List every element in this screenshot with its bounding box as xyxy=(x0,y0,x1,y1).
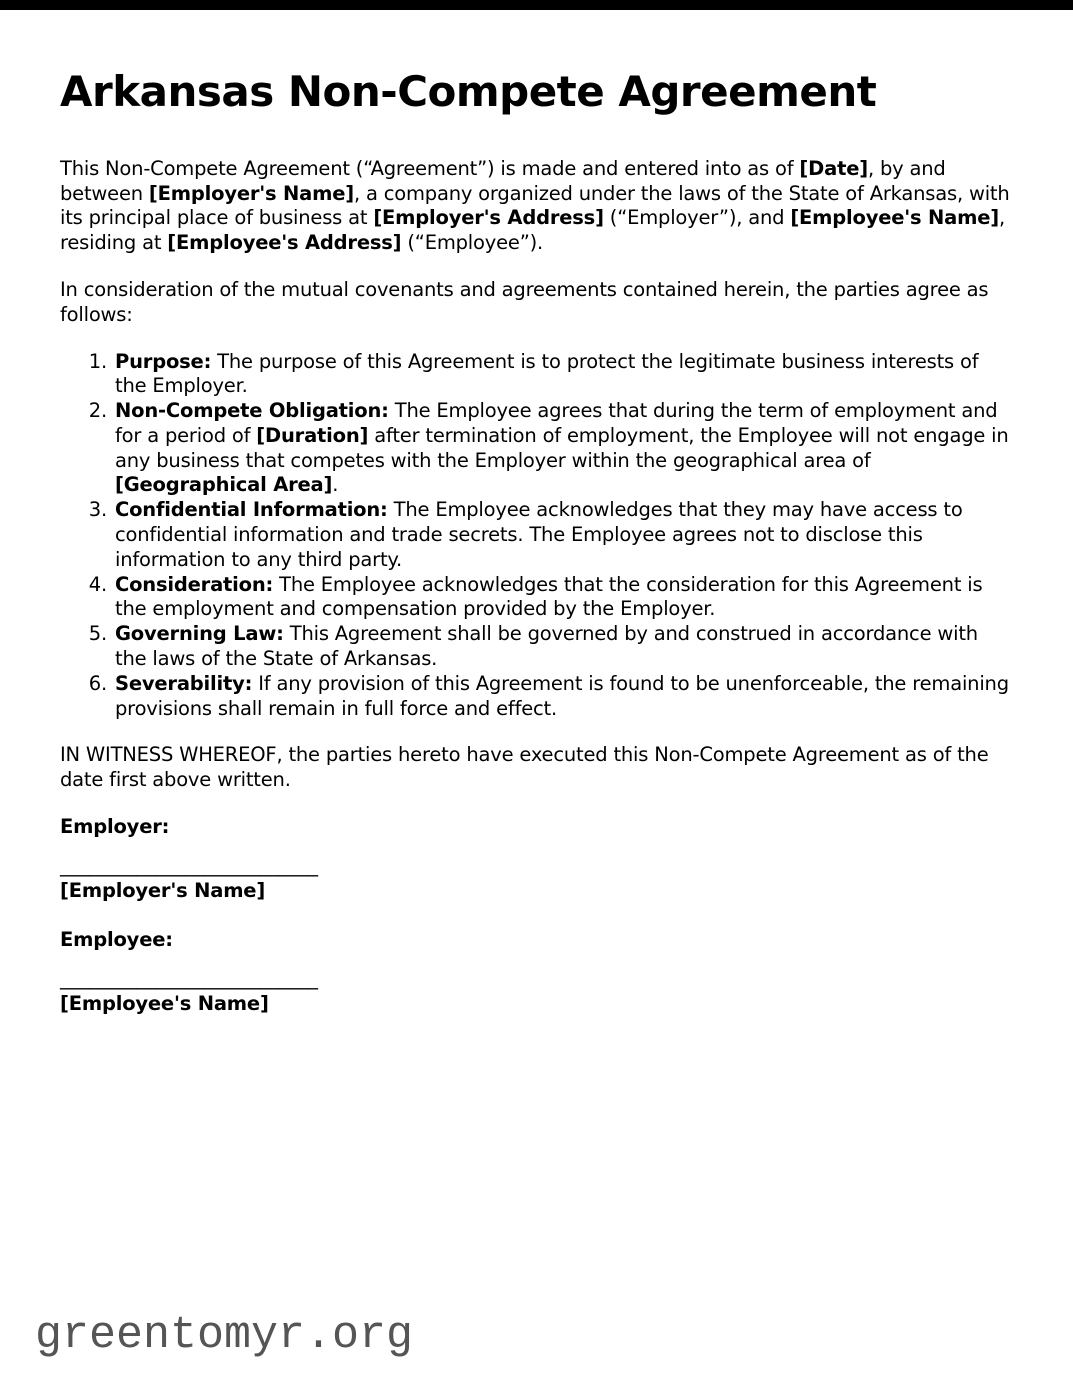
employer-signature-block xyxy=(60,815,1013,903)
employer-name-placeholder: [Employer's Name] xyxy=(60,878,266,902)
employee-signature-block xyxy=(60,928,1013,1016)
clause-confidential-information: 3. Confidential Information: The Employee acknowledges that they may have access to confidential information and trade secrets. The Employee agrees not to disclose this information to any third party. xyxy=(113,498,1013,572)
watermark-text: greentomyr.org xyxy=(35,1310,414,1361)
clauses-list xyxy=(60,350,1013,722)
employer-signature-area xyxy=(60,854,1013,904)
clause-consideration: 4. Consideration: The Employee acknowledges that the consideration for this Agreement is the employment and compensation provided by the Employer. xyxy=(113,573,1013,623)
clause-non-compete-obligation: 2. Non-Compete Obligation: The Employee agrees that during the term of employment and for a period of [Duration] after termination of employment, the Employee will not engage in any business that competes with the Employer within the geographical area of [Geographical Area]. xyxy=(113,399,1013,498)
clause-governing-law: 5. Governing Law: This Agreement shall be governed by and construed in accordance with the laws of the State of Arkansas. xyxy=(113,622,1013,672)
top-scan-bar xyxy=(0,0,1073,10)
employee-name-placeholder: [Employee's Name] xyxy=(60,992,269,1016)
document-body xyxy=(0,10,1073,1017)
clause-severability: 6. Severability: If any provision of this Agreement is found to be unenforceable, the remaining provisions shall remain in full force and effect. xyxy=(113,672,1013,722)
clause-purpose: 1. Purpose: The purpose of this Agreement is to protect the legitimate business interests of the Employer. xyxy=(113,350,1013,400)
intro-paragraph: This Non-Compete Agreement (“Agreement”) is made and entered into as of [Date], by and between [Employer's Name], a company organized under the laws of the State of Arkansas, with its principal place of business at [Employer's Address] (“Employer”), and [Employee's Name], residing at [Employee's Address] (“Employee”). xyxy=(60,156,1010,255)
employer-role-label: Employer: xyxy=(60,815,170,839)
employee-role-label: Employee: xyxy=(60,928,173,952)
employer-signature-line: ___________________________ xyxy=(60,853,318,877)
consideration-paragraph: In consideration of the mutual covenants and agreements contained herein, the parties agree as follows: xyxy=(60,277,989,326)
document-title: Arkansas Non-Compete Agreement xyxy=(60,67,877,116)
witness-paragraph: IN WITNESS WHEREOF, the parties hereto have executed this Non-Compete Agreement as of the date first above written. xyxy=(60,743,989,792)
employee-signature-line: ___________________________ xyxy=(60,967,318,991)
employee-signature-area xyxy=(60,967,1013,1017)
